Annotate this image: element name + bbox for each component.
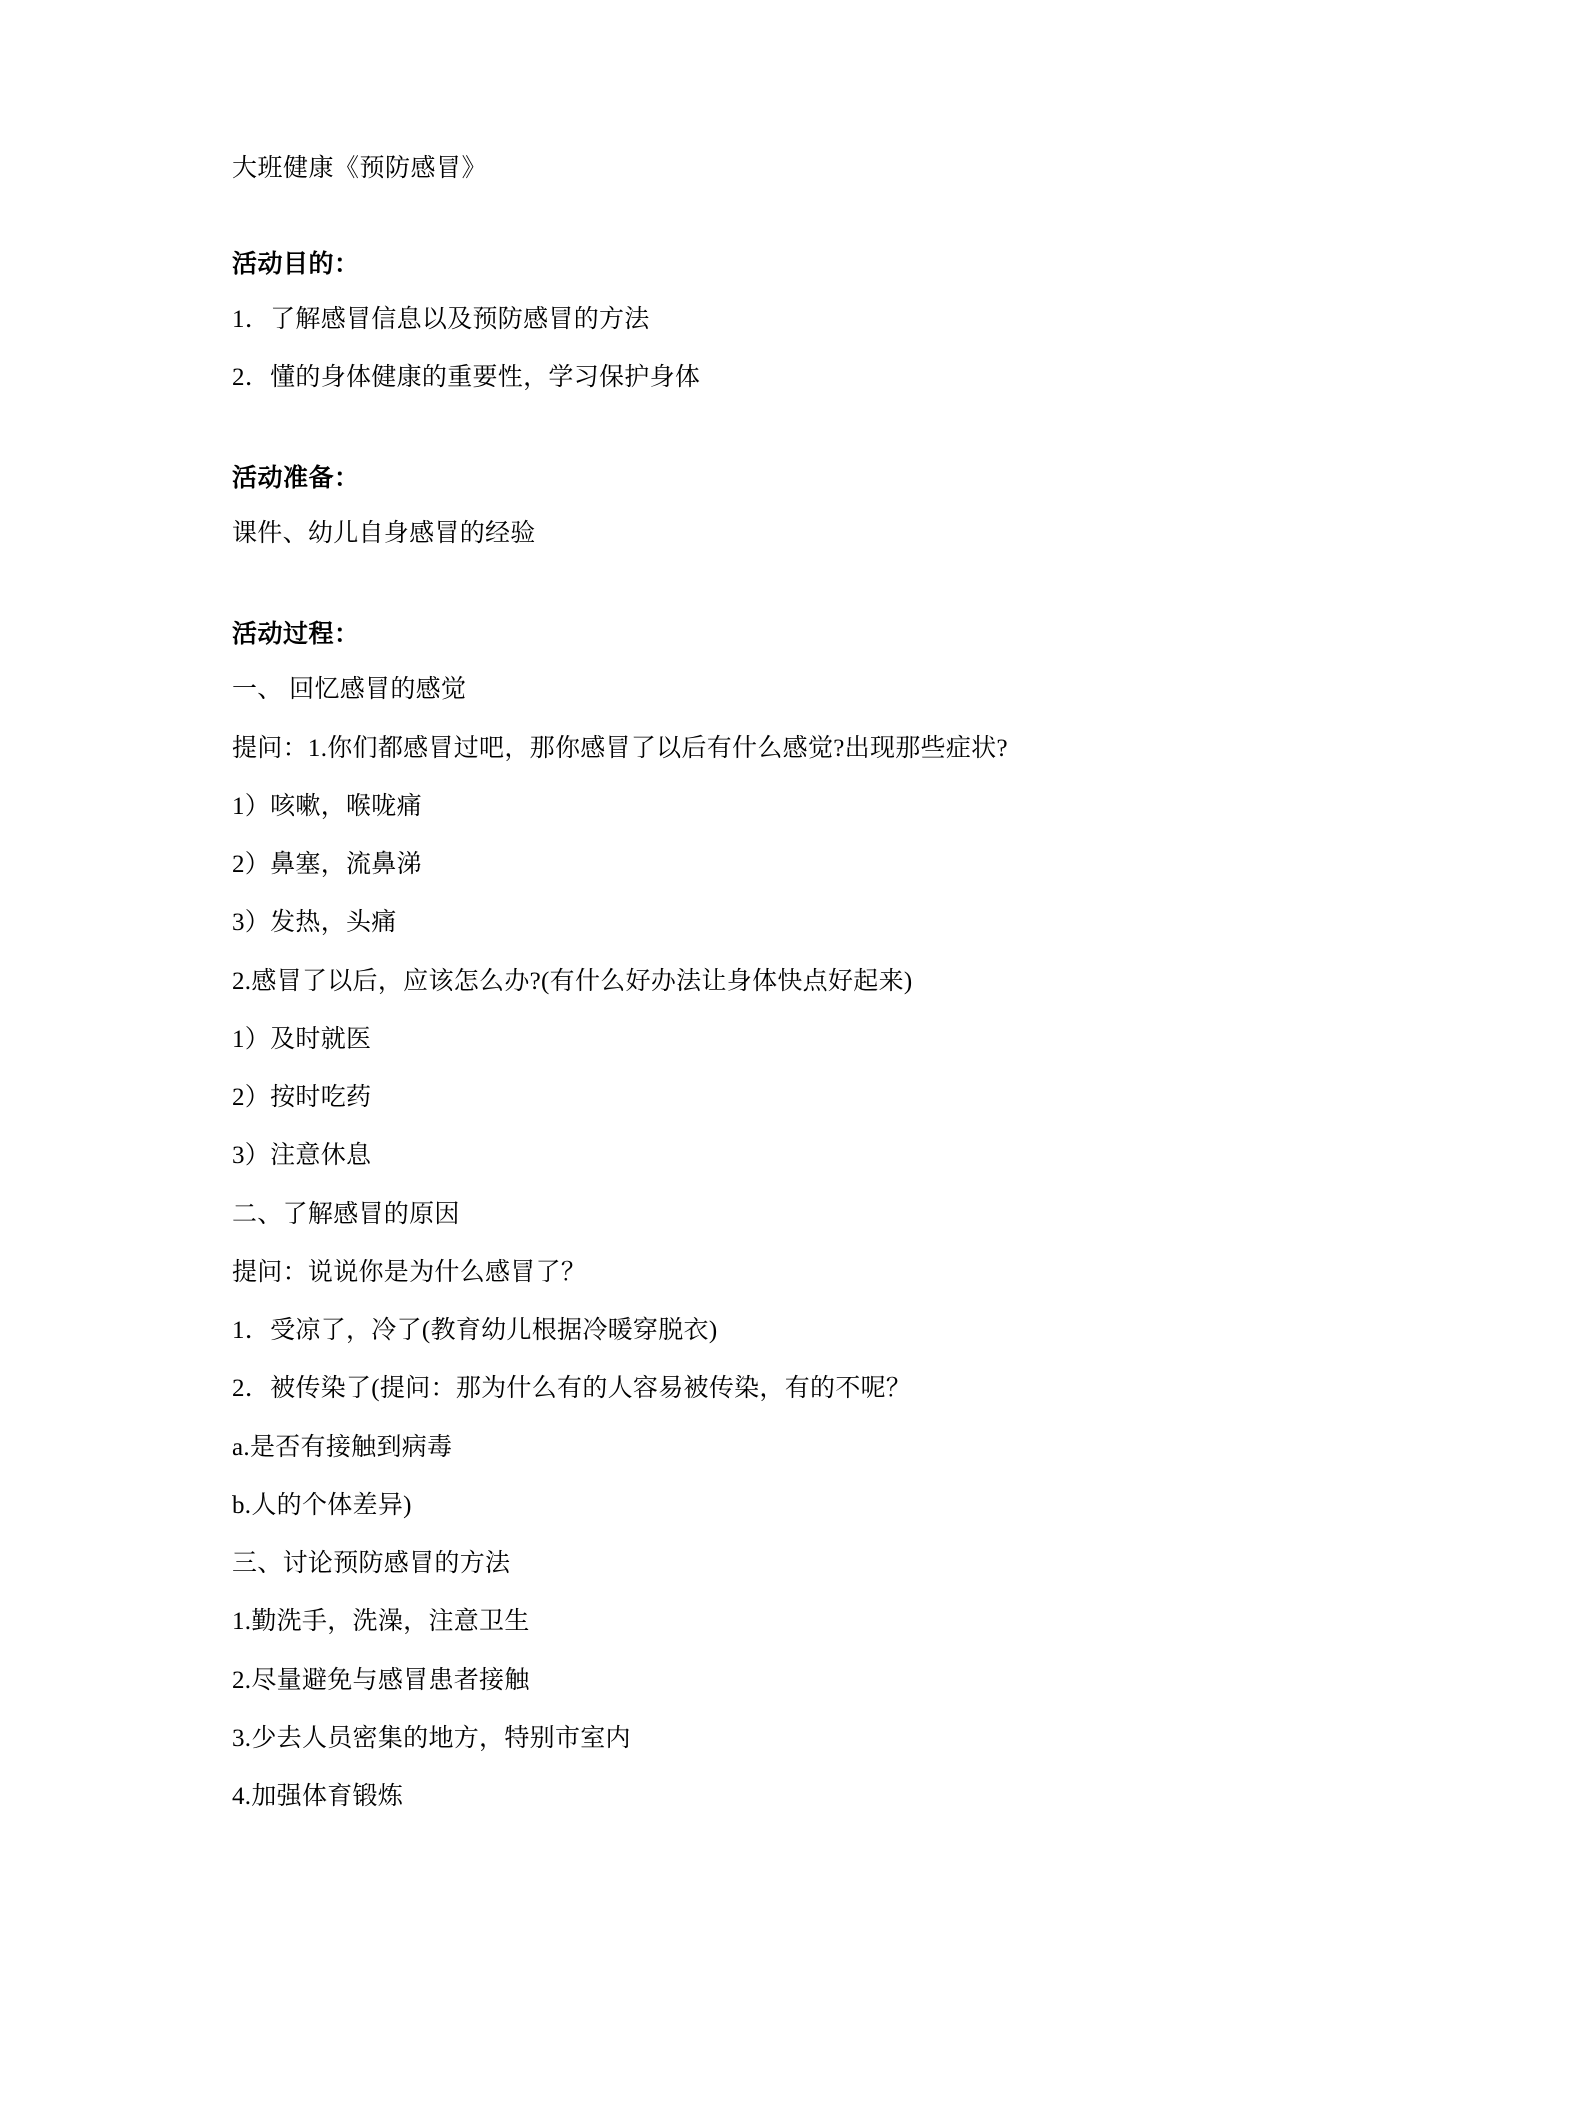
section-line: 2．被传染了(提问：那为什么有的人容易被传染，有的不呢？ (232, 1375, 912, 1403)
section-line: a.是否有接触到病毒 (232, 1433, 453, 1461)
section-line: 1）及时就医 (232, 1025, 372, 1053)
section-activity-process (232, 614, 1357, 1815)
section-line: 一、 回忆感冒的感觉 (232, 676, 467, 704)
section-line: 2．懂的身体健康的重要性，学习保护身体 (232, 363, 701, 391)
page-title: 大班健康《预防感冒》 (232, 155, 488, 182)
section-line: 2.感冒了以后，应该怎么办?(有什么好办法让身体快点好起来) (232, 967, 913, 995)
section-heading: 活动目的： (232, 250, 360, 278)
section-line: 三、讨论预防感冒的方法 (232, 1550, 511, 1577)
section-line: 2）鼻塞，流鼻涕 (232, 851, 422, 878)
section-activity-preparation (232, 458, 1357, 552)
section-line: 3）发热，头痛 (232, 909, 397, 937)
section-line: 3）注意休息 (232, 1142, 372, 1170)
section-line: 二、了解感冒的原因 (232, 1200, 460, 1228)
section-line: 提问：1.你们都感冒过吧，那你感冒了以后有什么感觉?出现那些症状? (232, 734, 1008, 762)
section-line: 提问：说说你是为什么感冒了？ (232, 1258, 587, 1286)
section-line: 1）咳嗽，喉咙痛 (232, 792, 422, 820)
section-line: 4.加强体育锻炼 (232, 1783, 404, 1810)
section-heading: 活动过程： (232, 621, 360, 649)
section-line: 3.少去人员密集的地方，特别市室内 (232, 1724, 631, 1752)
section-line: 2.尽量避免与感冒患者接触 (232, 1666, 530, 1694)
section-line: 课件、幼儿自身感冒的经验 (232, 520, 536, 547)
section-line: 1.勤洗手，洗澡，注意卫生 (232, 1608, 530, 1636)
section-line: b.人的个体差异) (232, 1491, 412, 1519)
section-heading: 活动准备： (232, 465, 360, 492)
section-line: 1．受凉了，冷了(教育幼儿根据冷暖穿脱衣) (232, 1317, 718, 1344)
section-activity-purpose (232, 244, 1357, 397)
section-line: 2）按时吃药 (232, 1084, 372, 1111)
section-line: 1．了解感冒信息以及预防感冒的方法 (232, 305, 650, 333)
